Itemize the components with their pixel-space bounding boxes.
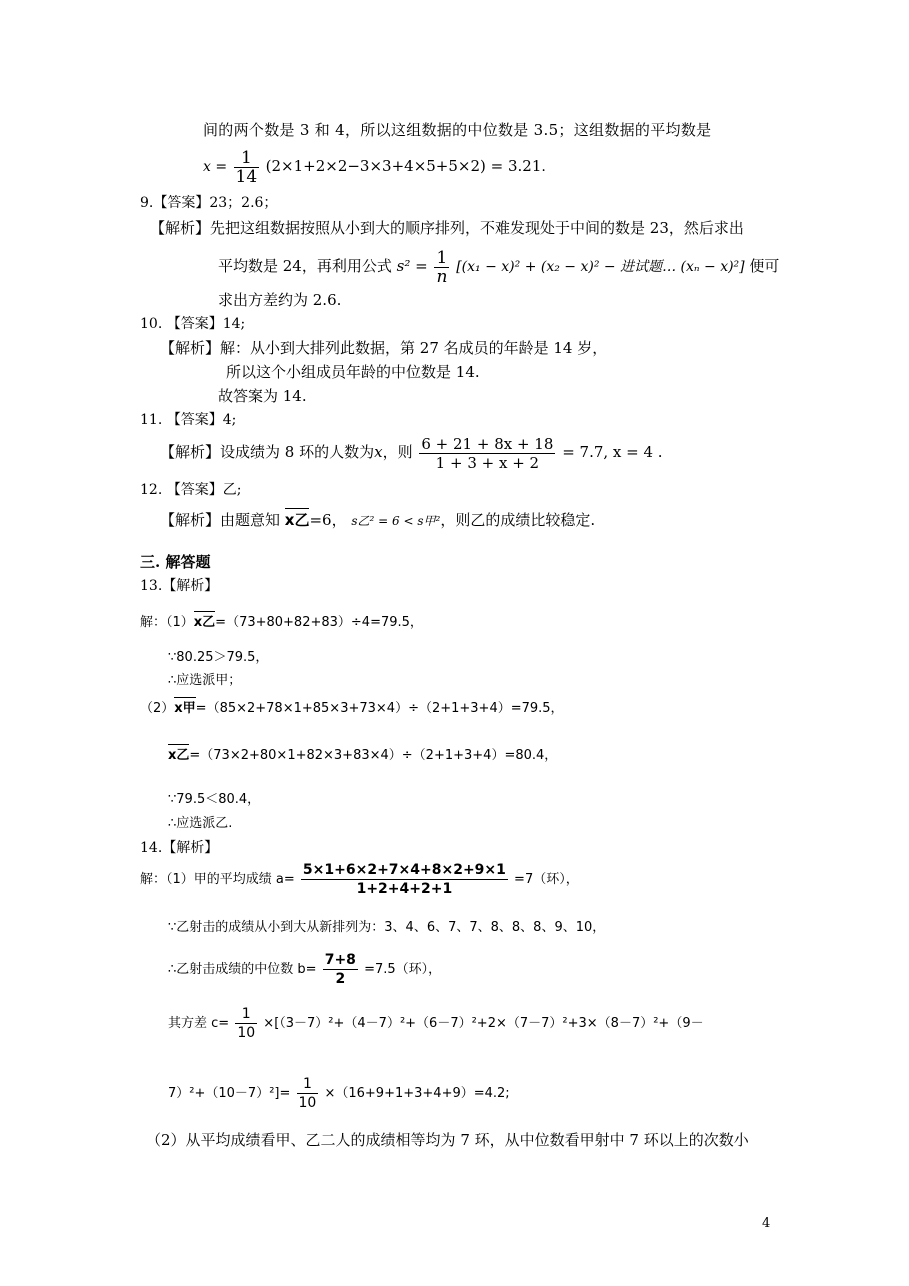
q14-line: ∵乙射击的成绩从小到大从新排列为：3、4、6、7、7、8、8、8、9、10， [168, 920, 606, 935]
q13-line: x乙=（73×2+80×1+82×3+83×4）÷（2+1+3+4）=80.4， [168, 744, 557, 766]
q13-line: ∵79.5＜80.4， [168, 792, 261, 807]
fraction: $\frac{5\times 1+6\times 2+7\times 4+8\times 2+9\times 1}{1+2+4+2+1}$ [302, 862, 506, 897]
fraction: $\frac{6 + 21 + 8x + 18}{1 + 3 + x + 2}$ [421, 434, 554, 472]
q14-line: ∴乙射击成绩的中位数 b= $\frac{7+8}{2}$ =7.5（环）， [168, 952, 442, 987]
q14-heading: 14.【解析】 [140, 840, 219, 856]
q14-line: 7）²+（10－7）²]= $\frac{1}{10}$ ×（16+9+1+3+4+9）=4.2; [168, 1076, 510, 1111]
q13-line: （2）x甲=（85×2+78×1+85×3+73×4）÷（2+1+3+4）=79.5， [140, 697, 564, 719]
q14-line: （2）从平均成绩看甲、乙二人的成绩相等均为 7 环，从中位数看甲射中 7 环以上的次数小 [146, 1131, 749, 1149]
fraction: $\frac{1}{14}$ [235, 147, 258, 187]
page-number: 4 [762, 1216, 771, 1231]
q9-formula-line: 平均数是 24，再利用公式 s² = $\frac{1}{n}$ [(x₁ − x)² + (x₂ − x)² − 进试题… (xₙ − x)²] 便可 [218, 247, 780, 287]
q10-answer: 10. 【答案】14; [140, 316, 246, 332]
variance-formula: [(x₁ − x)² + (x₂ − x)² − 进试题… (xₙ − x)²] [456, 259, 745, 275]
q13-line: ∴应选派乙. [168, 816, 233, 831]
section-title: 三. 解答题 [140, 553, 211, 571]
q9-analysis: 【解析】先把这组数据按照从小到大的顺序排列，不难发现处于中间的数是 23，然后求出 [150, 219, 744, 237]
fraction: $\frac{1}{10}$ [237, 1006, 256, 1041]
q13-line: 解：（1）x乙=（73+80+82+83）÷4=79.5， [140, 603, 423, 633]
q11-answer: 11. 【答案】4; [140, 412, 237, 428]
q13-line: ∴应选派甲； [168, 673, 242, 688]
q12-answer: 12. 【答案】乙; [140, 482, 242, 498]
mean-lhs: x = [203, 159, 228, 175]
mean-symbol: x甲 [174, 697, 195, 719]
q11-analysis: 【解析】设成绩为 8 环的人数为x，则 $\frac{6 + 21 + 8x + 18}{1 + 3 + x + 2}$ = 7.7, x = 4 . [160, 434, 663, 472]
q10-analysis: 【解析】解：从小到大排列此数据，第 27 名成员的年龄是 14 岁， [160, 339, 608, 357]
text-line: 求出方差约为 2.6. [218, 291, 342, 309]
q12-analysis: 【解析】由题意知 x乙=6， s乙² = 6 < s甲²，则乙的成绩比较稳定. [160, 508, 595, 531]
formula-mean: x = $\frac{1}{14}$ (2×1+2×2−3×3+4×5+5×2) = 3.21. [203, 147, 546, 187]
text-line: 间的两个数是 3 和 4，所以这组数据的中位数是 3.5；这组数据的平均数是 [203, 121, 712, 139]
fraction: $\frac{7+8}{2}$ [324, 952, 356, 987]
q9-answer: 9.【答案】23；2.6； [140, 195, 278, 211]
fraction: $\frac{1}{n}$ [436, 247, 448, 287]
text-line: 故答案为 14. [218, 387, 307, 405]
fraction: $\frac{1}{10}$ [298, 1076, 317, 1111]
mean-expression: (2×1+2×2−3×3+4×5+5×2) = 3.21 [265, 157, 542, 175]
q14-line: 其方差 c= $\frac{1}{10}$ ×[（3－7）²+（4－7）²+（6－7）²+2×（7－7）²+3×（8－7）²+（9－ [168, 1006, 704, 1041]
text-line: 所以这个小组成员年龄的中位数是 14. [226, 363, 480, 381]
q13-heading: 13.【解析】 [140, 578, 219, 594]
mean-symbol: x乙 [194, 611, 215, 633]
mean-symbol: x乙 [285, 508, 310, 530]
mean-symbol: x乙 [168, 744, 189, 766]
q13-line: ∵80.25＞79.5， [168, 650, 269, 665]
q14-line: 解：（1）甲的平均成绩 a= $\frac{5\times 1+6\times 2+7\times 4+8\times 2+9\times 1}{1+2+4+2+1}$ =7（环）， [140, 862, 579, 897]
